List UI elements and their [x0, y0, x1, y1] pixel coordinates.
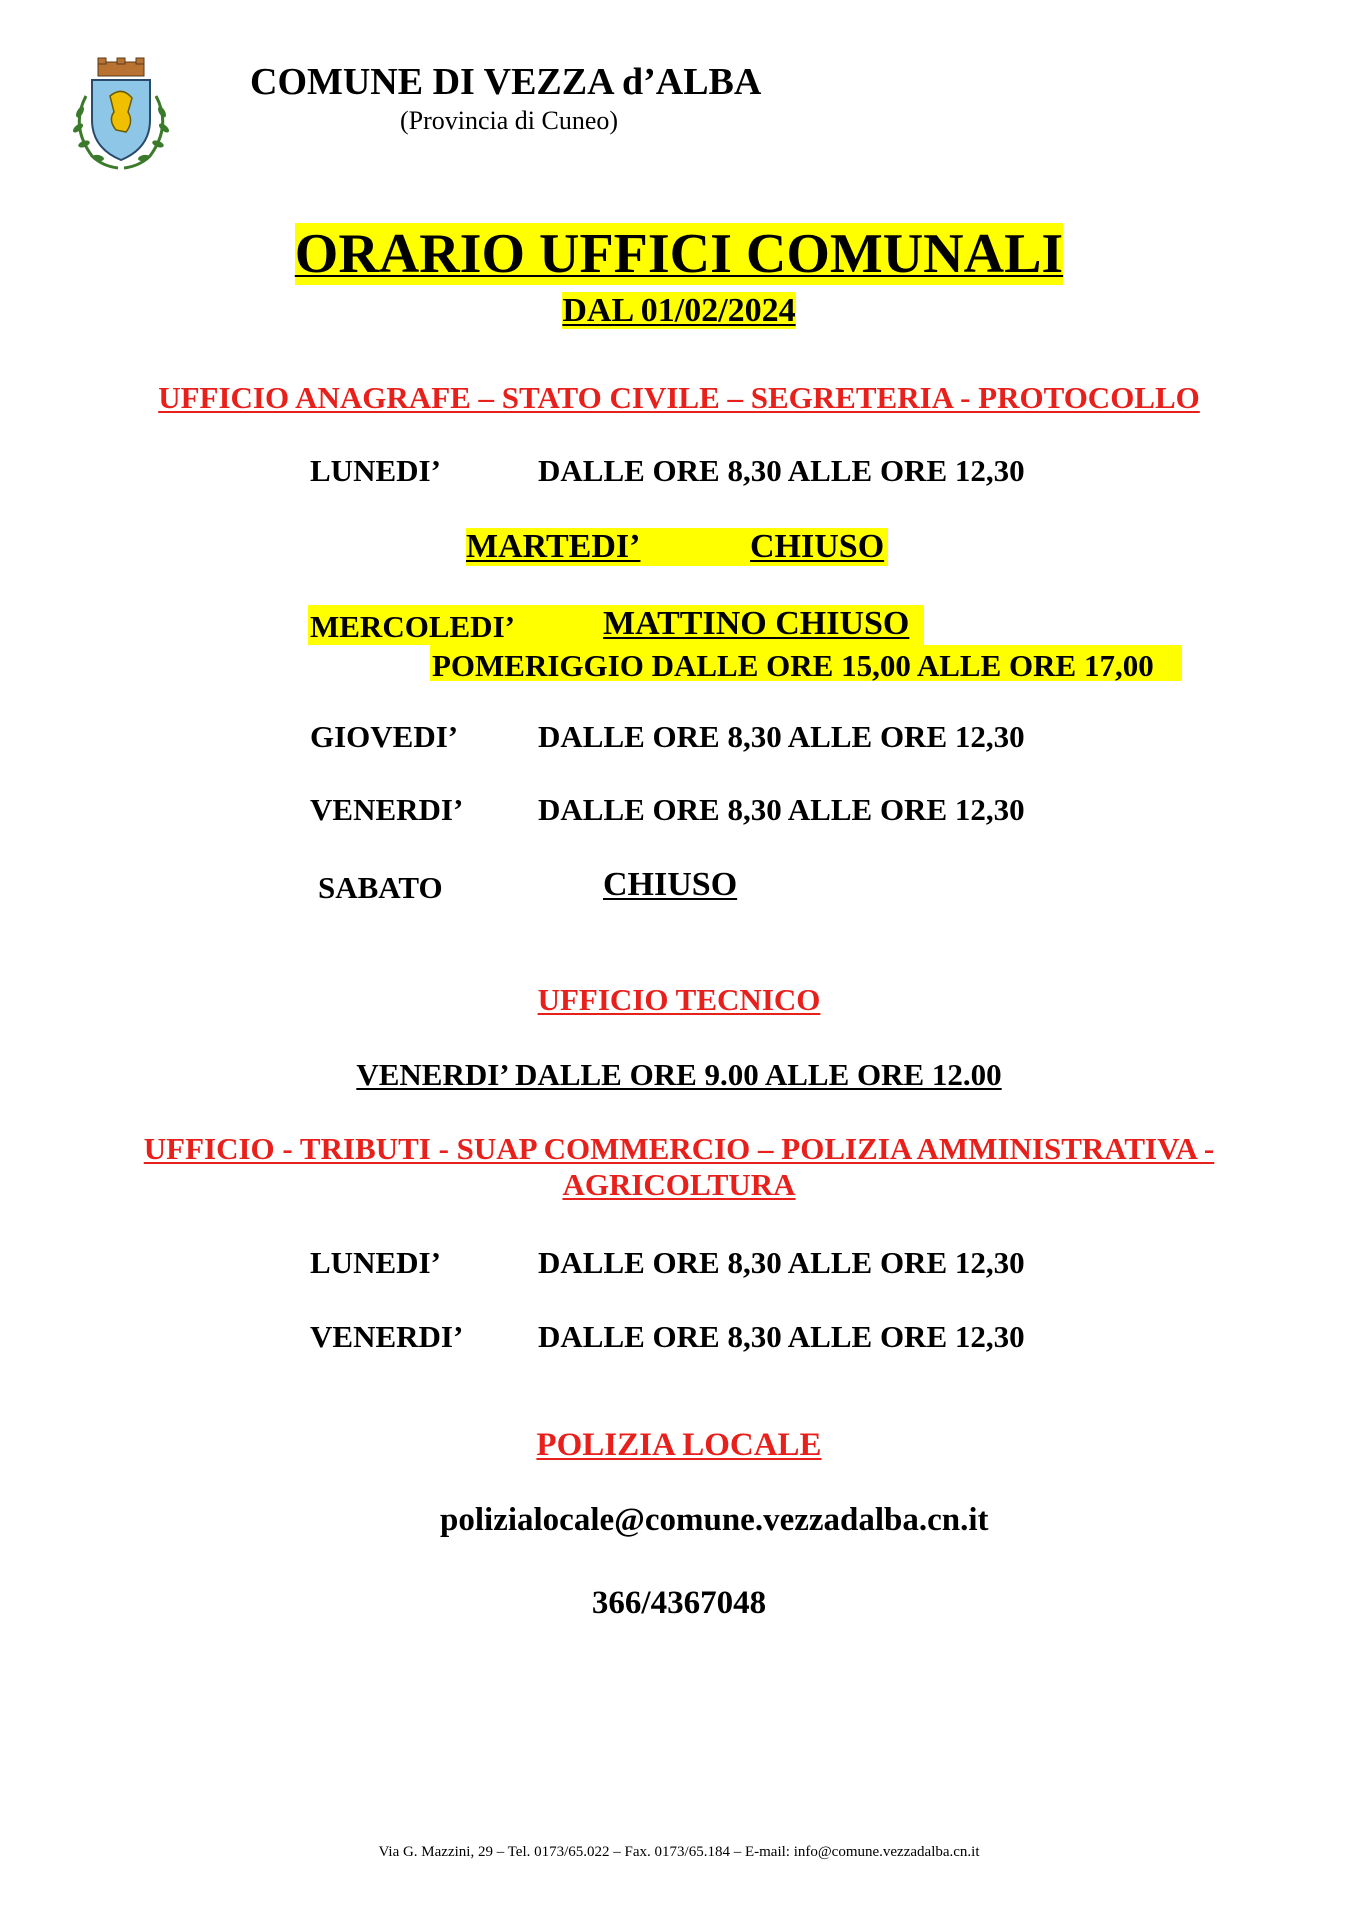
page-title: ORARIO UFFICI COMUNALI	[294, 223, 1064, 285]
tributi-lunedi-hours: DALLE ORE 8,30 ALLE ORE 12,30	[538, 1245, 1025, 1280]
anagrafe-mercoledi-morning: MATTINO CHIUSO	[603, 605, 910, 642]
tributi-heading-line2: AGRICOLTURA	[562, 1167, 796, 1202]
anagrafe-sabato-day: SABATO	[318, 870, 443, 905]
page-subtitle-wrap	[0, 292, 1358, 330]
polizia-phone: 366/4367048	[591, 1585, 767, 1621]
anagrafe-martedi-row	[466, 528, 888, 566]
tecnico-heading: UFFICIO TECNICO	[537, 982, 821, 1017]
anagrafe-mercoledi-afternoon: POMERIGGIO DALLE ORE 15,00 ALLE ORE 17,00	[432, 648, 1154, 683]
anagrafe-lunedi-hours: DALLE ORE 8,30 ALLE ORE 12,30	[538, 453, 1025, 488]
tecnico-hours: VENERDI’ DALLE ORE 9.00 ALLE ORE 12.00	[356, 1057, 1002, 1092]
footer-contacts: Via G. Mazzini, 29 – Tel. 0173/65.022 – Fax. 0173/65.184 – E-mail: info@comune.vezzadalba.cn.it	[378, 1844, 980, 1860]
tributi-heading-line1: UFFICIO - TRIBUTI - SUAP COMMERCIO – POLIZIA AMMINISTRATIVA -	[143, 1131, 1215, 1166]
anagrafe-giovedi-hours: DALLE ORE 8,30 ALLE ORE 12,30	[538, 719, 1025, 754]
page-subtitle: DAL 01/02/2024	[562, 292, 796, 329]
page-title-wrap	[0, 222, 1358, 286]
coat-of-arms-logo	[62, 56, 180, 174]
provincia-label: (Provincia di Cuneo)	[400, 106, 619, 135]
tributi-lunedi-day: LUNEDI’	[310, 1245, 441, 1280]
anagrafe-venerdi-day: VENERDI’	[310, 792, 464, 827]
anagrafe-heading: UFFICIO ANAGRAFE – STATO CIVILE – SEGRETERIA - PROTOCOLLO	[158, 380, 1200, 415]
anagrafe-martedi-day: MARTEDI’	[466, 528, 641, 565]
anagrafe-martedi-status: CHIUSO	[750, 528, 885, 565]
anagrafe-mercoledi-day: MERCOLEDI’	[310, 609, 515, 644]
polizia-email: polizialocale@comune.vezzadalba.cn.it	[440, 1502, 989, 1538]
comune-name: COMUNE DI VEZZA d’ALBA	[250, 61, 762, 103]
anagrafe-venerdi-hours: DALLE ORE 8,30 ALLE ORE 12,30	[538, 792, 1025, 827]
tributi-venerdi-hours: DALLE ORE 8,30 ALLE ORE 12,30	[538, 1319, 1025, 1354]
anagrafe-giovedi-day: GIOVEDI’	[310, 719, 459, 754]
anagrafe-sabato-status: CHIUSO	[603, 866, 738, 903]
polizia-heading: POLIZIA LOCALE	[536, 1427, 822, 1463]
tributi-venerdi-day: VENERDI’	[310, 1319, 464, 1354]
anagrafe-lunedi-day: LUNEDI’	[310, 453, 441, 488]
